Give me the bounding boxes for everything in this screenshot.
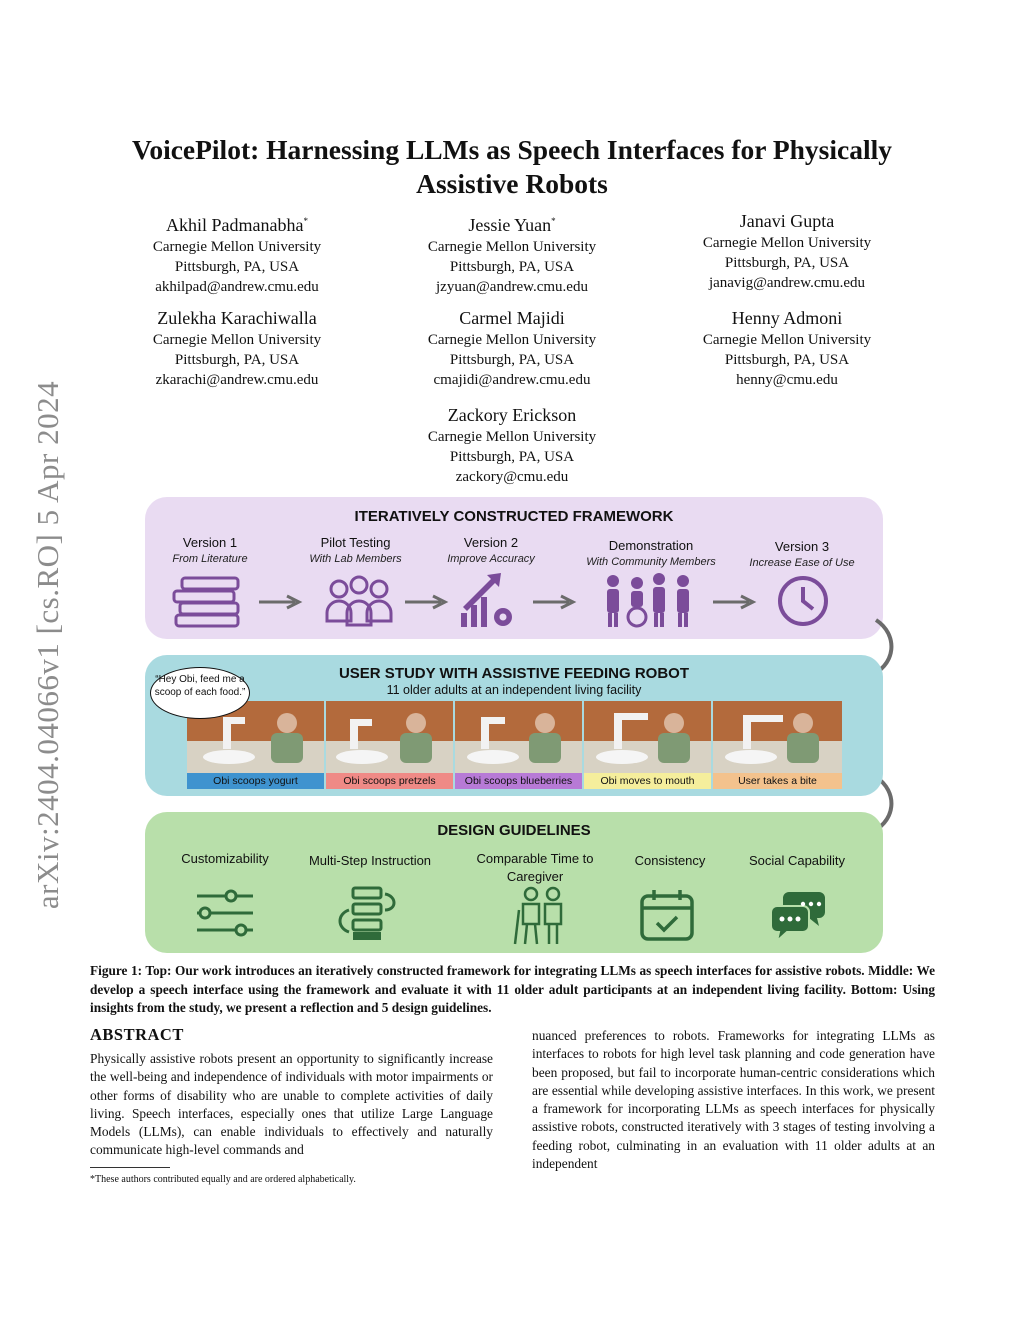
- step-sub: With Lab Members: [309, 553, 402, 565]
- study-photo: [584, 701, 711, 789]
- step-sub: Improve Accuracy: [447, 553, 535, 565]
- speech-bubble: “Hey Obi, feed me a scoop of each food.”: [150, 667, 250, 719]
- community-icon: [603, 573, 701, 629]
- author-name: Carmel Majidi: [459, 308, 565, 328]
- step-label: Version 3: [774, 539, 830, 554]
- guidelines-title: DESIGN GUIDELINES: [437, 822, 591, 839]
- author-affiliation: Carnegie Mellon University: [427, 239, 597, 255]
- author-location: Pittsburgh, PA, USA: [724, 352, 850, 368]
- arxiv-stamp: arXiv:2404.04066v1 [cs.RO] 5 Apr 2024: [30, 380, 65, 910]
- author-block: [107, 209, 367, 297]
- abstract-heading: ABSTRACT: [90, 1025, 184, 1044]
- author-name: Henny Admoni: [731, 308, 843, 328]
- author-location: Pittsburgh, PA, USA: [449, 449, 575, 465]
- figure-caption: Figure 1: Top: Our work introduces an iteratively constructed framework for integrating LLMs as speech interfaces for assistive robots. Middle: We develop a speech interface using the framework and evaluate it with 11 older adult participants at an independent living facility. Bottom: Using insights from the study, we present a reflection and 5 design guidelines.: [90, 963, 935, 1015]
- author-email: akhilpad@andrew.cmu.edu: [155, 279, 319, 295]
- author-affiliation: Carnegie Mellon University: [702, 332, 872, 348]
- robot-feeding-photo: [326, 701, 453, 773]
- author-name: Akhil Padmanabha: [166, 215, 304, 235]
- author-affiliation: Carnegie Mellon University: [702, 235, 872, 251]
- arrow-right-icon: [531, 594, 577, 610]
- step-label: Version 2: [463, 535, 519, 550]
- step-label: Demonstration: [608, 538, 694, 553]
- abstract-text-left: Physically assistive robots present an opportunity to significantly increase the well-being and independence of individuals with motor impairments or other forms of disability who are unable to complete activities of daily living. Speech interfaces, especially ones that utilize Large Language Models (LLMs), can enable individuals to effectively and naturally communicate high-level commands and: [90, 1051, 493, 1158]
- robot-feeding-photo: [584, 701, 711, 773]
- author-block: [382, 209, 642, 297]
- group-icon: [325, 575, 393, 629]
- author-email: janavig@andrew.cmu.edu: [708, 275, 866, 291]
- footnote-rule: [90, 1167, 170, 1168]
- arrow-right-icon: [711, 594, 757, 610]
- photo-caption: Obi moves to mouth: [584, 773, 711, 789]
- author-block: [657, 209, 917, 293]
- author-affiliation: Carnegie Mellon University: [152, 239, 322, 255]
- abstract-text-right: nuanced preferences to robots. Frameworks for integrating LLMs as interfaces to robots for high level task planning and code generation have been proposed, but fail to incorporate human-centric considerations which are essential while developing assistive interfaces. In this work, we present a framework for incorporating LLMs as speech interfaces for physically assistive robots, constructed iteratively with 3 stages of testing involving a feeding robot, culminating in an evaluation with 11 older adults at an independent: [532, 1028, 935, 1172]
- step-sub: From Literature: [172, 553, 248, 565]
- author-name: Zackory Erickson: [447, 405, 577, 425]
- study-photo: [326, 701, 453, 789]
- paper-title: VoicePilot: Harnessing LLMs as Speech Interfaces for Physically Assistive Robots: [131, 134, 892, 199]
- framework-step: [575, 538, 727, 570]
- books-icon: [172, 573, 244, 629]
- author-location: Pittsburgh, PA, USA: [724, 255, 850, 271]
- step-label: Pilot Testing: [320, 535, 391, 550]
- author-affiliation: Carnegie Mellon University: [152, 332, 322, 348]
- framework-panel: [145, 497, 883, 639]
- photo-caption: Obi scoops blueberries: [455, 773, 582, 789]
- author-location: Pittsburgh, PA, USA: [174, 259, 300, 275]
- multi-step-icon: [335, 886, 401, 942]
- growth-chart-icon: [457, 571, 515, 629]
- step-sub: With Community Members: [586, 556, 716, 568]
- guideline-label: Comparable Time to Caregiver: [476, 851, 594, 884]
- author-block: [657, 306, 917, 390]
- footnote: *These authors contributed equally and are ordered alphabetically.: [90, 1174, 356, 1185]
- study-photo: [455, 701, 582, 789]
- robot-feeding-photo: [713, 701, 842, 773]
- study-subtitle: 11 older adults at an independent living facility: [386, 683, 642, 697]
- guideline-label: Customizability: [181, 851, 269, 866]
- sliders-icon: [195, 888, 255, 938]
- framework-step: [155, 535, 265, 567]
- robot-feeding-photo: [455, 701, 582, 773]
- guideline-label: Multi-Step Instruction: [308, 853, 432, 868]
- photo-caption: Obi scoops pretzels: [326, 773, 453, 789]
- photo-caption: Obi scoops yogurt: [187, 773, 324, 789]
- author-email: zkarachi@andrew.cmu.edu: [155, 372, 319, 388]
- author-affiliation: Carnegie Mellon University: [427, 429, 597, 445]
- framework-step: [293, 535, 418, 567]
- guideline-label: Social Capability: [748, 853, 846, 868]
- author-location: Pittsburgh, PA, USA: [174, 352, 300, 368]
- photo-caption: User takes a bite: [713, 773, 842, 789]
- author-email: jzyuan@andrew.cmu.edu: [436, 279, 588, 295]
- clock-icon: [775, 575, 831, 627]
- caregiver-icon: [513, 886, 569, 946]
- author-name: Jessie Yuan: [468, 215, 552, 235]
- step-sub: Increase Ease of Use: [749, 557, 855, 569]
- author-email: cmajidi@andrew.cmu.edu: [433, 372, 591, 388]
- author-block: [107, 306, 367, 390]
- author-name: Zulekha Karachiwalla: [157, 308, 317, 328]
- arrow-right-icon: [257, 594, 303, 610]
- study-photo: [713, 701, 842, 789]
- author-mark: *: [551, 216, 556, 226]
- framework-title: ITERATIVELY CONSTRUCTED FRAMEWORK: [354, 508, 674, 525]
- chat-bubbles-icon: [769, 888, 825, 942]
- framework-step: [739, 539, 865, 571]
- author-block: [382, 403, 642, 487]
- study-title: USER STUDY WITH ASSISTIVE FEEDING ROBOT: [338, 665, 690, 682]
- author-email: henny@cmu.edu: [736, 372, 838, 388]
- calendar-check-icon: [639, 888, 695, 942]
- author-email: zackory@cmu.edu: [455, 469, 569, 485]
- arrow-right-icon: [403, 594, 449, 610]
- author-name: Janavi Gupta: [739, 211, 835, 231]
- guidelines-panel: [145, 812, 883, 953]
- author-mark: *: [303, 216, 308, 226]
- author-location: Pittsburgh, PA, USA: [449, 352, 575, 368]
- author-block: [382, 306, 642, 390]
- step-label: Version 1: [182, 535, 238, 550]
- author-location: Pittsburgh, PA, USA: [449, 259, 575, 275]
- guideline-label: Consistency: [634, 853, 706, 868]
- framework-step: [431, 535, 551, 567]
- author-affiliation: Carnegie Mellon University: [427, 332, 597, 348]
